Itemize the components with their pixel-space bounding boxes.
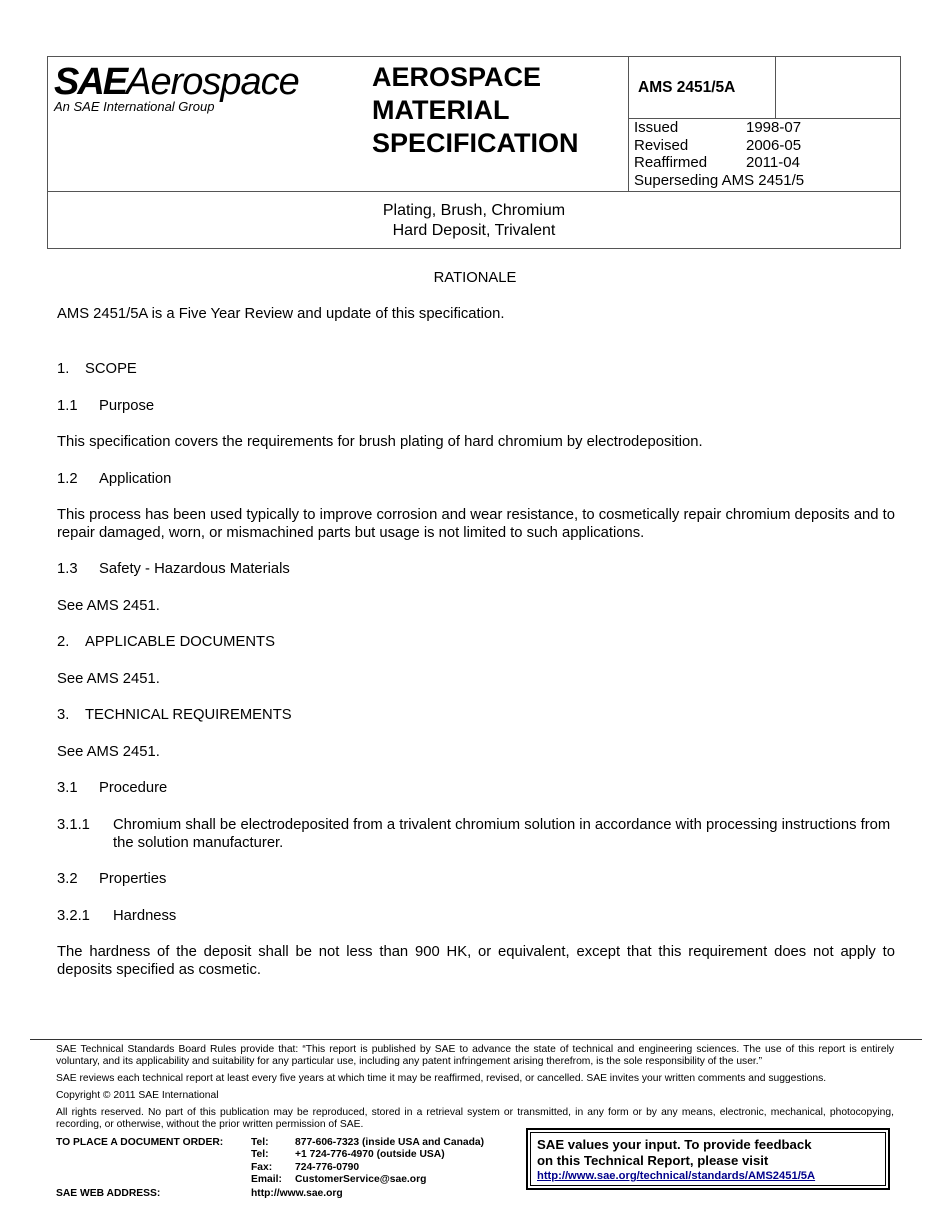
section-heading xyxy=(57,779,167,797)
section-title: Purpose xyxy=(99,398,155,414)
web-address-label: SAE WEB ADDRESS: xyxy=(56,1188,161,1199)
feedback-box-inner xyxy=(530,1132,886,1186)
document-header xyxy=(47,56,901,249)
section-number: 3.1.1 xyxy=(57,817,90,833)
title-line: SPECIFICATION xyxy=(372,128,579,158)
contact-value: 724-776-0790 xyxy=(295,1161,360,1173)
section-heading xyxy=(57,907,176,925)
order-label: TO PLACE A DOCUMENT ORDER: xyxy=(56,1137,224,1148)
rationale-heading: RATIONALE xyxy=(433,270,517,286)
subtitle-line: Hard Deposit, Trivalent xyxy=(392,222,556,239)
superseding-note: Superseding AMS 2451/5 xyxy=(634,171,805,189)
section-number: 1.2 xyxy=(57,471,78,487)
board-rules-note: SAE Technical Standards Board Rules provide that: “This report is published by SAE to advance the state of technical and engineering sciences. The use of this report is entirely voluntary, and its applicability and suitability for any particular use, including any patent infringement arising therefrom, is the sole responsibility of the user.” xyxy=(56,1044,894,1068)
section-title: Hardness xyxy=(113,908,177,924)
section-title: Application xyxy=(99,471,172,487)
section-title: SCOPE xyxy=(85,361,137,377)
section-number: 3.1 xyxy=(57,780,78,796)
date-label: Reaffirmed xyxy=(634,154,708,171)
contact-list xyxy=(251,1137,484,1186)
date-label: Issued xyxy=(634,119,679,136)
date-value: 1998-07 xyxy=(746,119,802,136)
section-number: 3. xyxy=(57,707,70,723)
section-heading xyxy=(57,470,171,488)
title-line: MATERIAL xyxy=(372,95,510,125)
section-heading xyxy=(57,870,166,888)
feedback-text: on this Technical Report, please visit xyxy=(537,1153,769,1168)
section-heading xyxy=(57,360,137,378)
section-number: 3.2.1 xyxy=(57,908,90,924)
section-number: 3.2 xyxy=(57,871,78,887)
specification-title xyxy=(372,61,579,160)
section-number: 2. xyxy=(57,634,70,650)
section-title: Procedure xyxy=(99,780,168,796)
document-subtitle xyxy=(48,201,900,241)
logo-brand: SAE xyxy=(54,61,127,103)
date-label: Revised xyxy=(634,136,689,154)
footer-rule xyxy=(30,1039,922,1040)
title-line: AEROSPACE xyxy=(372,62,542,92)
contact-row xyxy=(251,1149,484,1161)
contact-label: Tel: xyxy=(251,1149,269,1161)
revision-history xyxy=(634,119,899,189)
paragraph: Chromium shall be electrodeposited from a trivalent chromium solution in accordance with processing instructions from the solution manufacturer. xyxy=(113,817,891,851)
rationale-text: AMS 2451/5A is a Five Year Review and update of this specification. xyxy=(57,306,505,322)
section-heading xyxy=(57,633,275,651)
section-title: TECHNICAL REQUIREMENTS xyxy=(85,707,292,723)
revised-row xyxy=(634,137,899,155)
contact-label: Fax: xyxy=(251,1161,273,1173)
contact-value[interactable]: +1 724-776-4970 (outside USA) xyxy=(295,1149,445,1161)
logo-tagline: An SAE International Group xyxy=(54,99,215,114)
paragraph: See AMS 2451. xyxy=(57,598,160,614)
section-number: 1.3 xyxy=(57,561,78,577)
section-number: 1.1 xyxy=(57,398,78,414)
paragraph: See AMS 2451. xyxy=(57,671,160,687)
section-heading xyxy=(57,560,290,578)
divider xyxy=(628,57,629,191)
rights-note: All rights reserved. No part of this publication may be reproduced, stored in a retrieval system or transmitted, in any form or by any means, electronic, mechanical, photocopying, recording, or otherwise, without the prior written permission of SAE. xyxy=(56,1107,894,1131)
paragraph: The hardness of the deposit shall be not less than 900 HK, or equivalent, except that this requirement does not apply to deposits specified as cosmetic. xyxy=(57,944,895,978)
contact-label: Tel: xyxy=(251,1137,269,1148)
feedback-box xyxy=(526,1128,890,1190)
numbered-paragraph xyxy=(57,816,895,852)
contact-row xyxy=(251,1174,484,1186)
copyright-note: Copyright © 2011 SAE International xyxy=(56,1090,219,1101)
contact-value[interactable]: 877-606-7323 (inside USA and Canada) xyxy=(295,1137,485,1148)
contact-row xyxy=(251,1137,484,1149)
section-title: Safety - Hazardous Materials xyxy=(99,561,290,577)
section-title: Properties xyxy=(99,871,167,887)
date-value: 2006-05 xyxy=(746,136,802,154)
paragraph: See AMS 2451. xyxy=(57,744,160,760)
feedback-text: SAE values your input. To provide feedback xyxy=(537,1137,812,1152)
reaffirmed-row xyxy=(634,154,899,172)
section-number: 1. xyxy=(57,361,70,377)
section-title: APPLICABLE DOCUMENTS xyxy=(85,634,275,650)
logo-product: Aerospace xyxy=(126,61,299,103)
email-link[interactable]: CustomerService@sae.org xyxy=(295,1173,427,1185)
paragraph: This specification covers the requirements for brush plating of hard chromium by electrodeposition. xyxy=(57,434,703,450)
review-note: SAE reviews each technical report at least every five years at which time it may be reaffirmed, revised, or cancelled. SAE invites your written comments and suggestions. xyxy=(56,1073,827,1084)
subtitle-line: Plating, Brush, Chromium xyxy=(382,202,566,219)
contact-row xyxy=(251,1162,484,1174)
date-value: 2011-04 xyxy=(746,154,800,171)
document-number: AMS 2451/5A xyxy=(638,79,736,96)
feedback-link[interactable]: http://www.sae.org/technical/standards/AMS2451/5A xyxy=(537,1170,816,1182)
sae-aerospace-logo xyxy=(54,63,299,114)
divider xyxy=(775,57,776,118)
web-address-link[interactable]: http://www.sae.org xyxy=(251,1188,343,1199)
issued-row xyxy=(634,119,899,137)
contact-label: Email: xyxy=(251,1173,282,1185)
section-heading xyxy=(57,397,154,415)
section-heading xyxy=(57,706,292,724)
divider xyxy=(48,191,900,192)
paragraph: This process has been used typically to improve corrosion and wear resistance, to cosmetically repair chromium deposits and to repair damaged, worn, or mismachined parts but usage is not limited to such applications. xyxy=(57,507,895,541)
